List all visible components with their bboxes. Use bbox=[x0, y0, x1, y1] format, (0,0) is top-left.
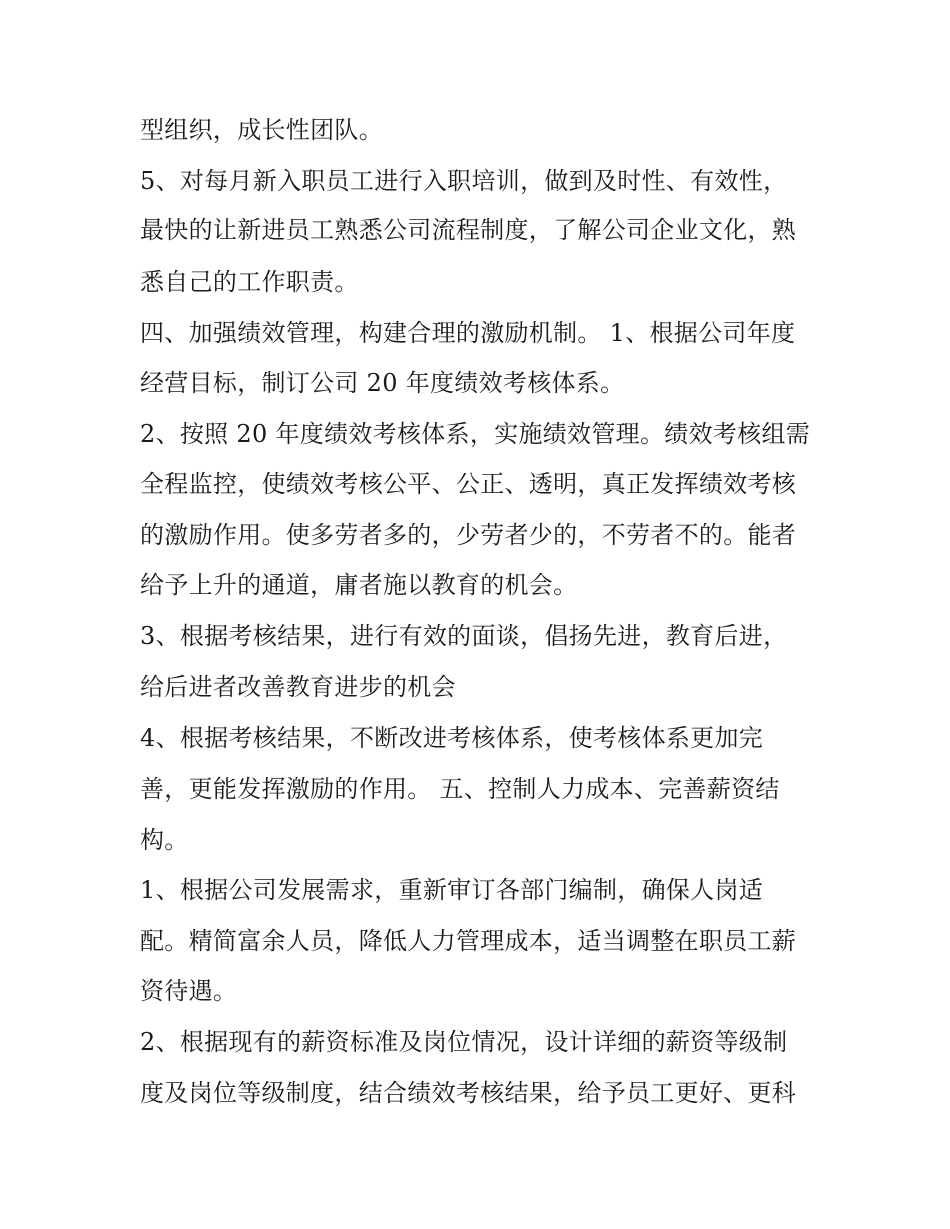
text-line: 最快的让新进员工熟悉公司流程制度，了解公司企业文化，熟 bbox=[140, 216, 797, 244]
text-line: 1、根据公司发展需求，重新审订各部门编制，确保人岗适 bbox=[140, 876, 764, 904]
text-line: 善，更能发挥激励的作用。 五、控制人力成本、完善薪资结 bbox=[140, 775, 780, 803]
text-line: 经营目标，制订公司 20 年度绩效考核体系。 bbox=[140, 369, 625, 397]
text-line: 构。 bbox=[140, 826, 189, 854]
text-line: 资待遇。 bbox=[140, 977, 238, 1005]
text-line: 悉自己的工作职责。 bbox=[140, 268, 359, 296]
text-line: 的激励作用。使多劳者多的，少劳者少的，不劳者不的。能者 bbox=[140, 521, 797, 549]
text-line: 配。精简富余人员，降低人力管理成本，适当调整在职员工薪 bbox=[140, 927, 797, 955]
text-line: 2、按照 20 年度绩效考核体系，实施绩效管理。绩效考核组需 bbox=[140, 420, 811, 448]
text-line: 5、对每月新入职员工进行入职培训，做到及时性、有效性， bbox=[140, 167, 788, 195]
text-line: 四、加强绩效管理，构建合理的激励机制。 1、根据公司年度 bbox=[140, 319, 796, 347]
text-line: 度及岗位等级制度，结合绩效考核结果，给予员工更好、更科 bbox=[140, 1079, 797, 1107]
text-line: 全程监控，使绩效考核公平、公正、透明，真正发挥绩效考核 bbox=[140, 470, 797, 498]
text-line: 3、根据考核结果，进行有效的面谈，倡扬先进，教育后进， bbox=[140, 622, 788, 650]
text-line: 给后进者改善教育进步的机会 bbox=[140, 673, 456, 701]
text-line: 4、根据考核结果，不断改进考核体系，使考核体系更加完 bbox=[140, 724, 764, 752]
text-line: 给予上升的通道，庸者施以教育的机会。 bbox=[140, 571, 578, 599]
text-line: 2、根据现有的薪资标准及岗位情况，设计详细的薪资等级制 bbox=[140, 1028, 788, 1056]
text-line: 型组织，成长性团队。 bbox=[140, 116, 383, 144]
